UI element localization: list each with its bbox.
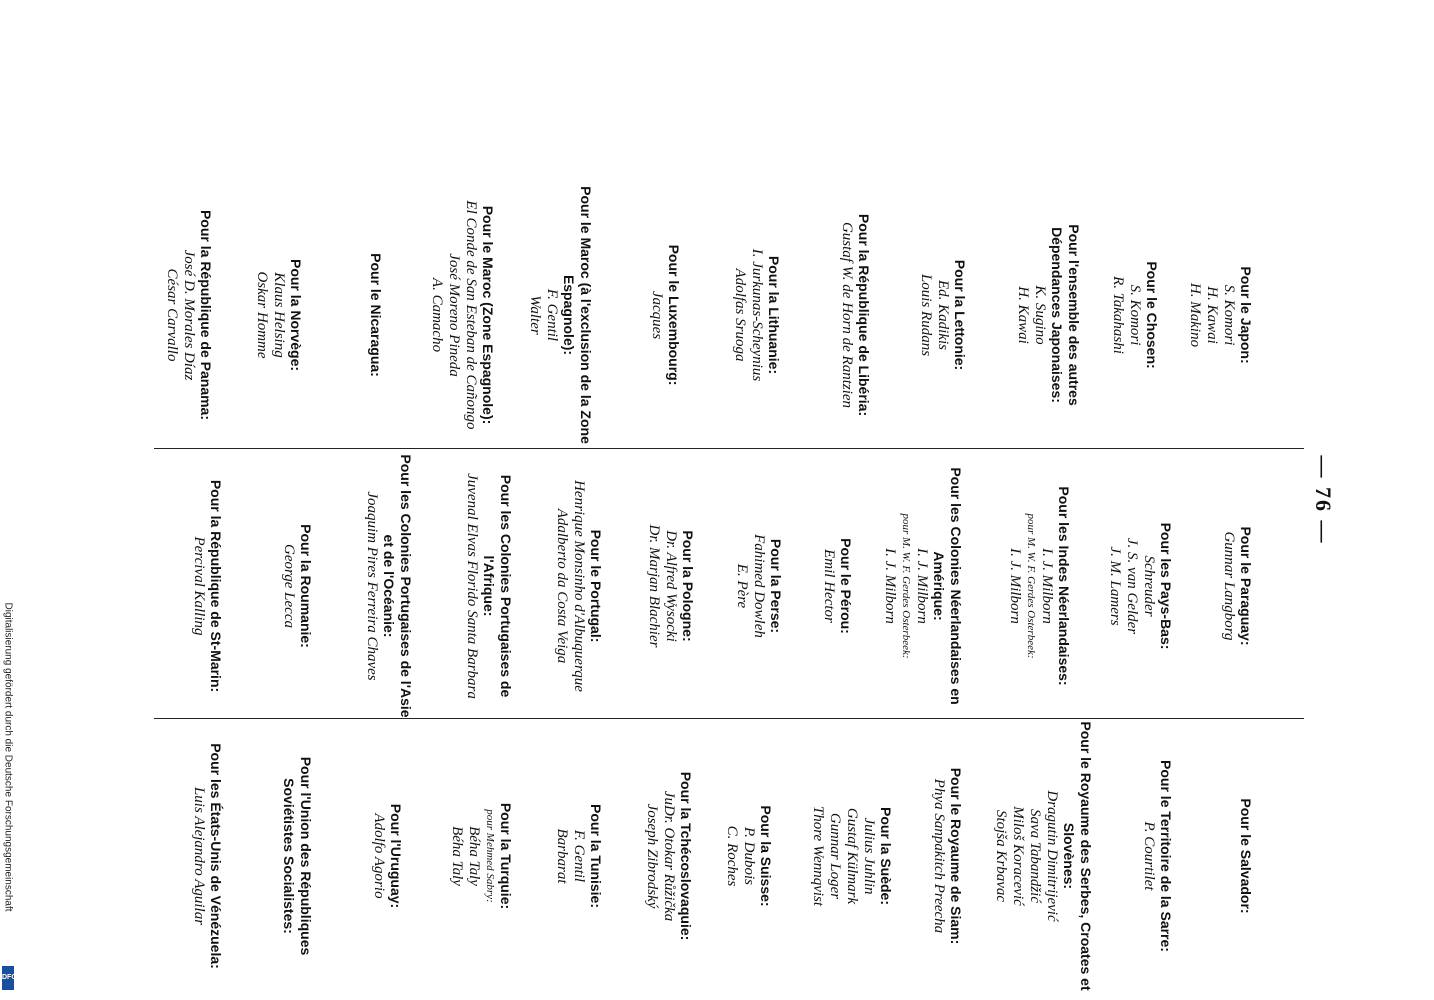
entry-lettonie — [917, 180, 968, 450]
signatory: Gunnar Loger — [827, 812, 843, 900]
country-heading: Pour les États-Unis de Vénézuela: — [208, 743, 224, 969]
signatory: Louis Rudans — [918, 273, 934, 357]
country-heading: Pour la Lettonie: — [952, 259, 968, 371]
signatory: H. Kawai — [1015, 286, 1031, 344]
entry-indes-neerlandaises — [1006, 451, 1072, 721]
signatory: Jacques — [649, 290, 665, 340]
signatory: Stojša Krbavac — [993, 809, 1009, 903]
country-heading: Pour le Japon: — [1238, 266, 1254, 364]
proxy-note: pour M. W. F. Gerdes Osterbeek: — [900, 513, 912, 659]
signatory: I. J. Milborn — [914, 548, 930, 624]
signatory: E. Père — [734, 563, 750, 609]
signatory: César Carvallo — [164, 268, 180, 362]
entry-st-marin — [190, 451, 224, 721]
country-heading: Pour le Nicaragua: — [368, 253, 384, 377]
signatory: C. Roches — [724, 825, 740, 887]
entry-tunisie — [553, 721, 604, 991]
signatory: S. Komori — [1221, 284, 1237, 346]
entry-pays-bas — [1106, 451, 1174, 721]
signatory: Dr. Marjan Blachier — [646, 524, 662, 648]
entry-pologne — [645, 451, 696, 721]
country-heading: Pour la Turquie: — [498, 802, 514, 910]
signatory: K. Sugino — [1032, 285, 1048, 345]
entry-venezuela — [190, 721, 224, 991]
entry-panama — [163, 180, 214, 450]
signatory: Ed. Kadikis — [935, 280, 951, 350]
entry-perse — [733, 451, 784, 721]
country-heading: Pour la Norvège: — [288, 258, 304, 372]
country-heading: Pour la Suisse: — [758, 805, 774, 907]
proxy-note: pour Mehmed Sabry: — [484, 809, 496, 903]
signatory: Gustaf Külmark — [844, 807, 860, 905]
country-heading: Pour les Colonies Portugaises de l'Afrique: — [481, 474, 514, 698]
entry-siam — [930, 721, 964, 991]
country-heading: Pour le Chosen: — [1144, 261, 1160, 369]
country-heading: Pour l'Union des Républiques Soviétistes Socialistes: — [281, 756, 314, 956]
signatory: S. Komori — [1127, 284, 1143, 346]
margin-note-text: Digitalisierung gefördert durch die Deutsche Forschungsgemeinschaft — [2, 602, 14, 912]
country-heading: Pour la Pologne: — [680, 530, 696, 642]
signatory: R. Takahashi — [1110, 276, 1126, 354]
signatory: Béha Taly — [449, 826, 465, 886]
signatory: P. Dubois — [741, 826, 757, 886]
entry-liberia — [838, 180, 872, 450]
entry-maroc — [526, 180, 594, 450]
signatory: Gunnar Langborg — [1221, 531, 1237, 641]
signatory: Adalberto da Costa Veiga — [554, 508, 570, 664]
signatory: Dragutin Dimitrijević — [1044, 790, 1060, 922]
country-heading: Pour la Lithuanie: — [766, 255, 782, 375]
signatory: Thore Wennqvist — [810, 805, 826, 907]
signatory: Phya Sanpakitch Preecha — [931, 778, 947, 934]
signatory: J. M. Lamers — [1107, 546, 1123, 626]
signatory: Henrique Monsinho d'Albuquerque — [571, 480, 587, 692]
proxy-note: pour M. W. F. Gerdes Osterbeek: — [1025, 513, 1037, 659]
country-heading: Pour le Luxembourg: — [666, 244, 682, 386]
country-heading: Pour la Tunisie: — [588, 804, 604, 908]
country-heading: Pour les Colonies Néerlandaises en Amérique: — [931, 467, 964, 705]
country-heading: Pour les Indes Néerlandaises: — [1056, 486, 1072, 686]
country-heading: Pour les Colonies Portugaises de l'Asie et de l'Océanie: — [381, 454, 414, 718]
signatory: Joseph Zibrodský — [644, 803, 660, 909]
entry-tchecoslovaquie — [643, 721, 694, 991]
entry-colonies-portugaises-asie — [363, 451, 414, 721]
entry-lithuanie — [731, 180, 782, 450]
country-heading: Pour le Paraguay: — [1238, 526, 1254, 646]
signatory: Oskar Homme — [254, 271, 270, 359]
entry-suisse — [723, 721, 774, 991]
country-heading: Pour la Suède: — [878, 806, 894, 906]
country-heading: Pour la République de St-Marin: — [208, 479, 224, 693]
entry-maroc-zone-espagnole — [428, 180, 496, 450]
signatory: Béha Taly — [466, 826, 482, 886]
entry-suede — [809, 721, 894, 991]
entry-sarre — [1140, 721, 1174, 991]
country-heading: Pour la République de Panama: — [198, 209, 214, 421]
signatory: Juvenal Elvas Florido Santa Barbara — [464, 473, 480, 699]
signatory: Adolfas Sruoga — [732, 268, 748, 362]
country-heading: Pour la Tchécoslovaquie: — [678, 771, 694, 941]
signatory: Emil Hector — [821, 549, 837, 623]
entry-japon — [1186, 180, 1254, 450]
signatory: Walter — [527, 295, 543, 335]
signatory: I. J. Milborn — [1039, 548, 1055, 624]
country-heading: Pour le Maroc (à l'exclusion de la Zone Espagnole): — [561, 186, 594, 444]
signatory: Sava Tabandžić — [1027, 808, 1043, 904]
signatory: Schreuder — [1141, 555, 1157, 617]
signatory: George Lecca — [281, 544, 297, 628]
signatory: Fahimed Dowleh — [751, 534, 767, 638]
signatory: Joaquim Pires Ferreira Chaves — [364, 491, 380, 681]
signatory: Barbarat — [554, 828, 570, 884]
entry-serbes-croates-slovenes — [992, 721, 1094, 991]
country-heading: Pour la Perse: — [768, 538, 784, 634]
signatory: Luis Alejandro Aguilar — [191, 786, 207, 926]
country-heading: Pour le Salvador: — [1238, 798, 1254, 914]
country-heading: Pour la République de Libéria: — [856, 213, 872, 417]
country-heading: Pour les Pays-Bas: — [1158, 522, 1174, 650]
entry-roumanie — [280, 451, 314, 721]
country-heading: Pour la Roumanie: — [298, 524, 314, 648]
entry-uruguay — [370, 721, 404, 991]
country-heading: Pour le Portugal: — [588, 529, 604, 643]
signatory: José Moreno Pineda — [446, 253, 462, 377]
signatory: I. Jurkunas-Scheynius — [749, 248, 765, 382]
signatory: Gustaf W. de Horn de Rantzien — [839, 221, 855, 409]
country-heading: Pour l'Uruguay: — [388, 803, 404, 909]
entry-colonies-portugaises-afrique — [463, 451, 514, 721]
signatory: JuDr. Otokar Růžička — [661, 790, 677, 922]
signatory: A. Camacho — [429, 277, 445, 353]
entry-luxembourg — [648, 180, 682, 450]
entry-urss — [280, 721, 314, 991]
signatory: F. Gentil — [544, 288, 560, 342]
entry-portugal — [553, 451, 604, 721]
signatory: F. Gentil — [571, 829, 587, 883]
signatory: Adolfo Agorio — [371, 813, 387, 899]
signatory: José D. Morales Díaz — [181, 249, 197, 381]
entry-paraguay — [1220, 451, 1254, 721]
entry-salvador — [1237, 721, 1254, 991]
digitization-note — [0, 600, 16, 1000]
signatory: Percival Kalling — [191, 536, 207, 636]
dfg-logo-icon: DFG — [2, 966, 14, 990]
entry-norvege — [253, 180, 304, 450]
entry-nicaragua — [367, 180, 384, 450]
signatory: J. S. van Gelder — [1124, 537, 1140, 635]
country-heading: Pour le Royaume de Siam: — [948, 767, 964, 945]
country-heading: Pour le Royaume des Serbes, Croates et Slovènes: — [1061, 721, 1094, 991]
signatory: Dr. Alfred Wysocki — [663, 530, 679, 642]
country-heading: Pour le Territoire de la Sarre: — [1158, 760, 1174, 952]
entry-chosen — [1109, 180, 1160, 450]
signatory: P. Courtilet — [1141, 821, 1157, 891]
entry-perou — [820, 451, 854, 721]
page-number: — 76 — — [1311, 455, 1336, 545]
signatory: H. Makino — [1187, 282, 1203, 348]
signatory: I. J. Milborn — [1007, 548, 1023, 624]
country-heading: Pour l'ensemble des autres Dépendances Japonaises: — [1049, 224, 1082, 406]
entry-colonies-neerlandaises-amerique — [881, 451, 964, 721]
country-heading: Pour le Pérou: — [838, 538, 854, 634]
entry-turquie — [448, 721, 514, 991]
country-heading: Pour le Maroc (Zone Espagnole): — [480, 205, 496, 425]
signatory: Julius Juhlin — [861, 817, 877, 895]
signatory: Klaus Helsing — [271, 272, 287, 358]
signatory: Miloš Koracević — [1010, 806, 1026, 906]
signatory: H. Kawai — [1204, 286, 1220, 344]
signatory: El Conde de San Esteban de Cañongo — [463, 200, 479, 430]
entry-dependances-japonaises — [1014, 180, 1082, 450]
signatory: I. J. Milborn — [882, 548, 898, 624]
